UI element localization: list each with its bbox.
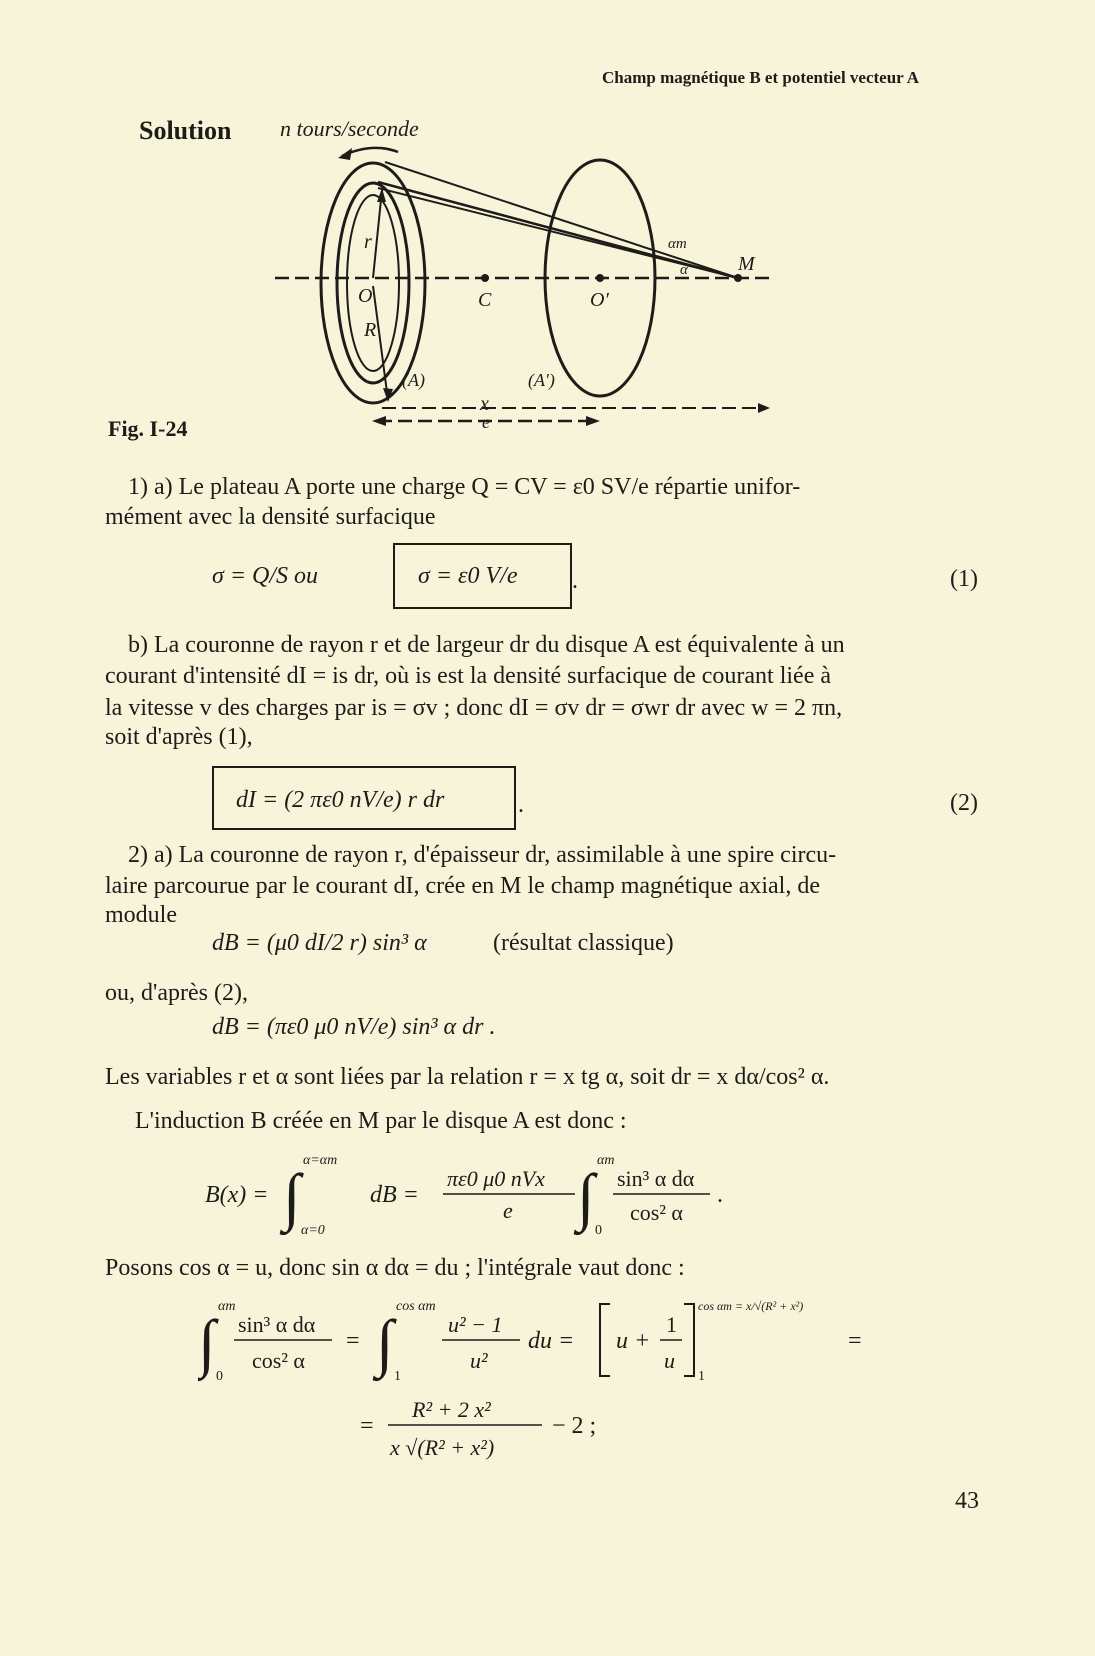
induction-line: L'induction B créée en M par le disque A est donc : [135,1108,627,1134]
bx-den: e [503,1198,513,1223]
i2-bracket-upper: cos αm = x/√(R² + x²) [698,1299,804,1313]
s1b-line3: la vitesse v des charges par is = σv ; donc dI = σv dr = σwr dr avec w = 2 πn, [105,695,843,721]
eq2-box-text: dI = (2 πε0 nV/e) r dr [236,787,445,813]
i2-eq1: = [346,1328,360,1354]
s1b-line2: courant d'intensité dI = is dr, où is est la densité surfacique de courant liée à [105,663,831,689]
s1a-line1: 1) a) Le plateau A porte une charge Q = CV = ε0 SV/e répartie unifor- [128,474,801,500]
i2-bracket-lower: 1 [698,1369,705,1384]
bx-dB: dB = [370,1182,419,1208]
i2-du: du = [528,1328,575,1354]
eq-dB2: dB = (πε0 μ0 nV/e) sin³ α dr . [212,1014,496,1040]
i2-lower-b: 1 [394,1369,401,1384]
bx-frac-den: cos² α [630,1200,683,1225]
s2a-line4: ou, d'après (2), [105,980,248,1006]
posons-line: Posons cos α = u, donc sin α dα = du ; l'intégrale vaut donc : [105,1255,685,1281]
label-alpha: α [680,262,688,278]
svg-text:∫: ∫ [376,1307,394,1378]
label-C: C [478,289,492,311]
i2-bracket-content: u + [616,1328,651,1354]
eq1-left: σ = Q/S ou [212,563,319,589]
bx-upper2: αm [597,1153,615,1168]
i2-num-b: u² − 1 [448,1312,503,1337]
solution-title: Solution [139,116,232,145]
i2-lower-a: 0 [216,1369,223,1384]
integral-Bx [205,1150,765,1240]
rotation-label: n tours/seconde [280,118,419,141]
bx-end: . [717,1182,723,1208]
res-den: x √(R² + x²) [390,1435,495,1460]
s2a-line2: laire parcourue par le courant dI, crée en M le champ magnétique axial, de [105,873,820,899]
bx-lhs: B(x) = [205,1182,269,1208]
eq-dB1-note: (résultat classique) [493,930,674,956]
eq1-number: (1) [950,566,978,592]
label-e: e [482,412,490,432]
eq1-box-text: σ = ε0 V/e [418,563,518,589]
i2-den-c: u [664,1348,675,1373]
i2-upper-a: αm [218,1299,236,1314]
eq-dB1: dB = (μ0 dI/2 r) sin³ α [212,930,427,956]
label-x: x [480,393,489,415]
s1b-line4: soit d'après (1), [105,724,253,750]
eq1-dot: . [572,568,578,594]
relation-line: Les variables r et α sont liées par la relation r = x tg α, soit dr = x dα/cos² α. [105,1064,830,1090]
running-header: Champ magnétique B et potentiel vecteur A [602,68,919,87]
integral-2 [198,1296,918,1391]
label-M: M [738,253,755,275]
label-alpha-m: αm [668,236,687,252]
res-eq: = [360,1413,374,1439]
result-eq [360,1393,660,1473]
svg-text:∫: ∫ [283,1161,301,1232]
i2-upper-b: cos αm [396,1299,436,1314]
eq2-dot: . [518,792,524,818]
res-tail: − 2 ; [552,1413,597,1439]
eq2-number: (2) [950,790,978,816]
i2-num-a: sin³ α dα [238,1312,316,1337]
label-O: O [358,285,373,307]
s1b-line1: b) La couronne de rayon r et de largeur dr du disque A est équivalente à un [128,632,845,658]
label-r: r [364,231,372,253]
i2-den-b: u² [470,1348,488,1373]
res-num: R² + 2 x² [412,1397,491,1422]
svg-text:∫: ∫ [577,1161,595,1232]
label-Aprime: (A′) [528,370,555,390]
s2a-line1: 2) a) La couronne de rayon r, d'épaisseur dr, assimilable à une spire circu- [128,842,837,868]
bx-lower2: 0 [595,1223,602,1238]
s1a-line2: mément avec la densité surfacique [105,504,436,530]
i2-eq-end: = [848,1328,862,1354]
bx-upper1: α=αm [303,1153,338,1168]
svg-text:∫: ∫ [198,1307,216,1378]
label-A: (A) [402,370,425,390]
s2a-line3: module [105,902,177,928]
label-R: R [364,319,377,341]
figure-diagram [260,118,820,453]
i2-num-c: 1 [666,1312,677,1337]
bx-frac-num: sin³ α dα [617,1166,695,1191]
bx-lower1: α=0 [301,1223,325,1238]
page-number: 43 [955,1488,979,1514]
i2-den-a: cos² α [252,1348,305,1373]
figure-caption: Fig. I-24 [108,416,188,441]
label-Oprime: O′ [590,289,609,311]
bx-num: πε0 μ0 nVx [447,1166,545,1191]
